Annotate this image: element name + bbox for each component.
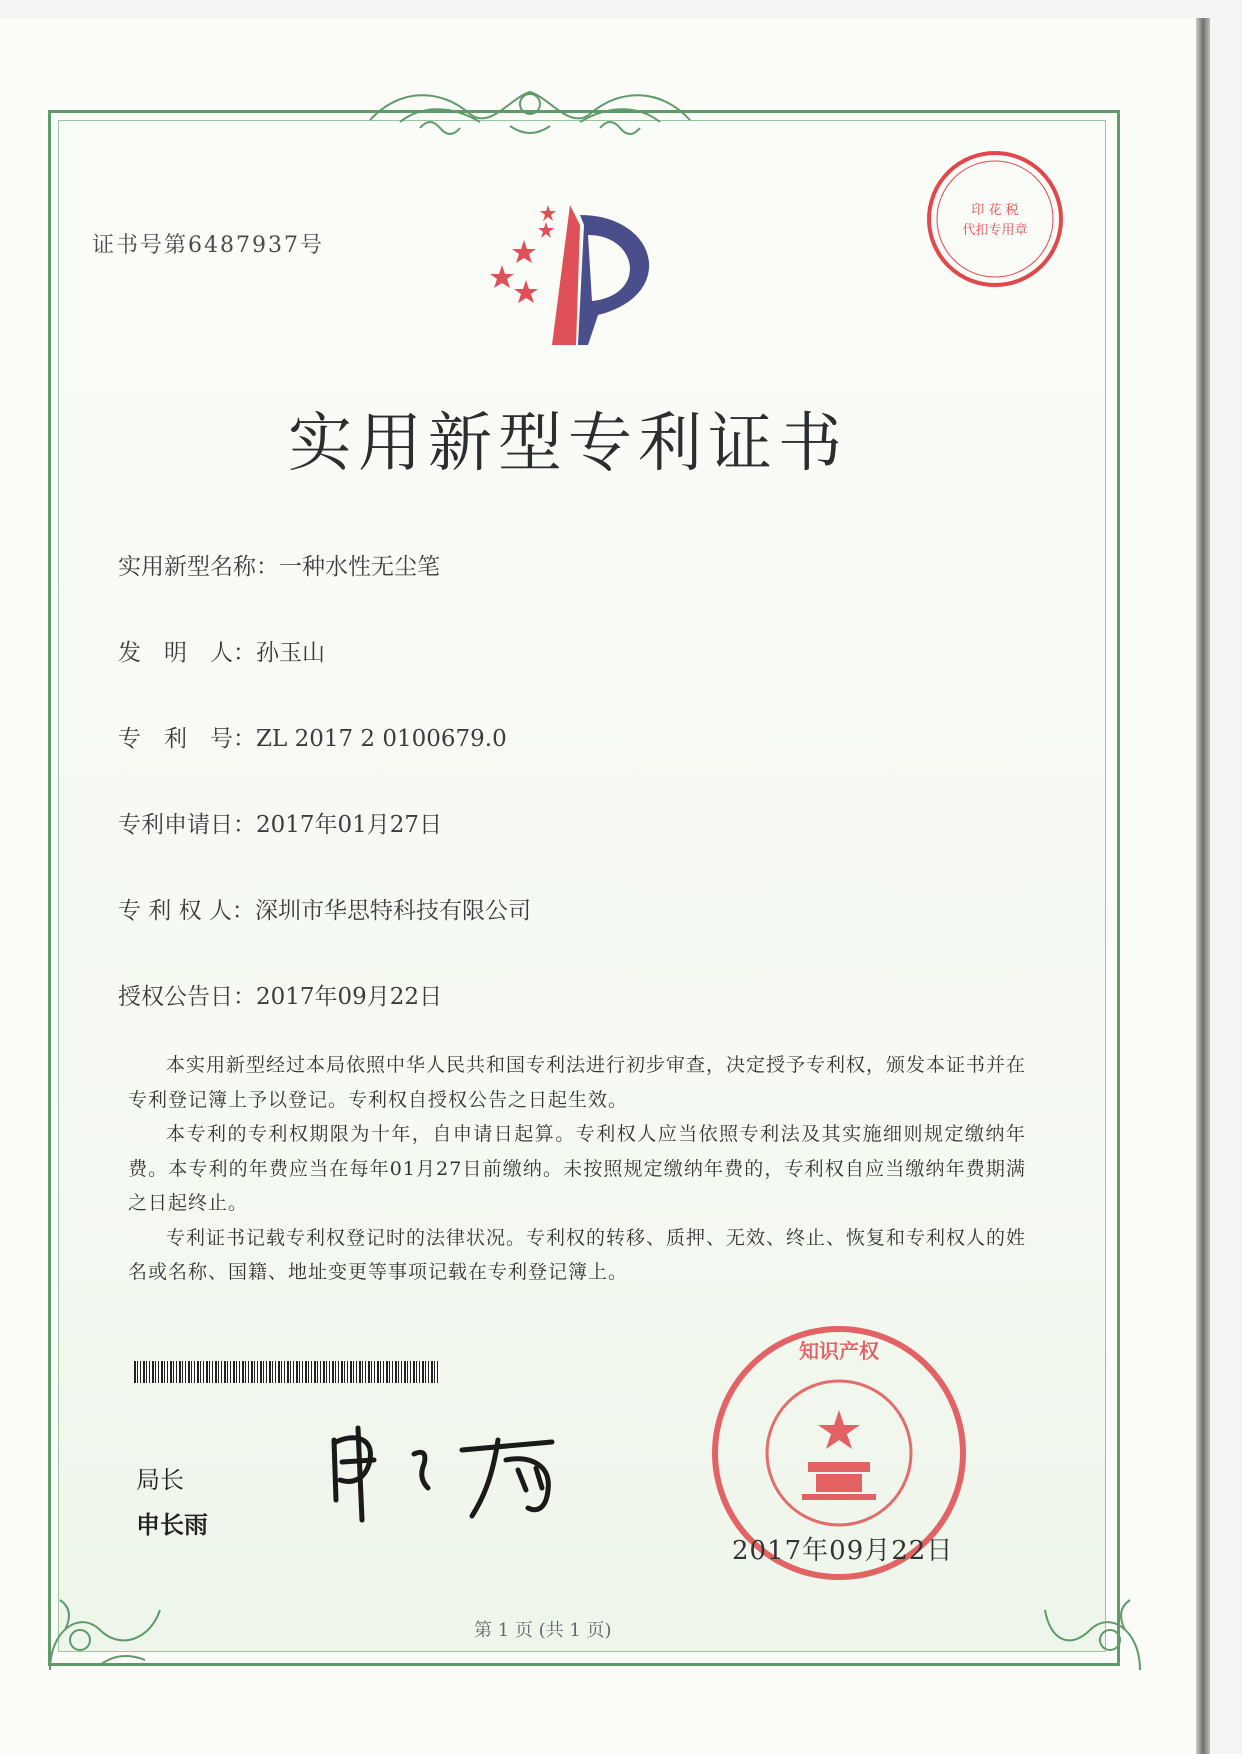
certificate-title: 实用新型专利证书 [288,407,848,481]
field-grant-date [118,978,442,1011]
field-value: 2017年09月22日 [256,984,443,1010]
field-label: 专 利 号： [118,726,256,752]
signature-icon [322,1420,602,1530]
field-value: ZL 2017 2 0100679.0 [256,726,507,752]
field-label: 授权公告日： [118,984,256,1010]
body-paragraph: 专利证书记载专利权登记时的法律状况。专利权的转移、质押、无效、终止、恢复和专利权人的姓名或名称、国籍、地址变更等事项记载在专利登记簿上。 [128,1226,1027,1283]
barcode [134,1361,440,1383]
director-name: 申长雨 [136,1511,208,1539]
field-value: 一种水性无尘笔 [279,554,440,580]
scan-edge [1196,18,1210,1754]
field-patent-number [118,720,507,753]
director-title: 局长 [136,1466,184,1494]
patent-office-logo-icon [488,205,678,355]
bottom-right-ornament-icon [1040,1570,1150,1680]
bottom-left-ornament-icon [40,1570,170,1680]
svg-text:印 花 税: 印 花 税 [971,203,1019,218]
svg-text:代扣专用章: 代扣专用章 [962,223,1028,238]
top-ornament-icon [360,78,700,148]
certificate-body [128,1048,1026,1290]
body-paragraph: 本专利的专利权期限为十年，自申请日起算。专利权人应当依照专利法及其实施细则规定缴纳年费。本专利的年费应当在每年01月27日前缴纳。未按照规定缴纳年费的，专利权自应当缴纳年费期满之日起终止。 [128,1123,1026,1214]
field-value: 深圳市华思特科技有限公司 [254,898,531,924]
field-application-date [118,806,442,839]
field-patentee [118,892,531,925]
field-label: 实用新型名称： [118,554,279,580]
svg-text:知识产权: 知识产权 [799,1339,879,1363]
field-inventor [118,634,325,667]
body-paragraph: 本实用新型经过本局依照中华人民共和国专利法进行初步审查，决定授予专利权，颁发本证书并在专利登记簿上予以登记。专利权自授权公告之日起生效。 [128,1054,1027,1111]
field-label: 专 利 权 人： [118,898,255,924]
field-value: 孙玉山 [256,640,325,666]
tax-seal-icon [924,148,1066,290]
field-label: 发 明 人： [118,640,256,666]
field-label: 专利申请日： [118,812,256,838]
field-value: 2017年01月27日 [256,812,443,838]
certificate-number: 证书号第6487937号 [92,233,324,258]
page-footer: 第 1 页 (共 1 页) [474,1620,612,1641]
field-utility-model-name [118,548,440,581]
seal-date: 2017年09月22日 [732,1536,954,1566]
